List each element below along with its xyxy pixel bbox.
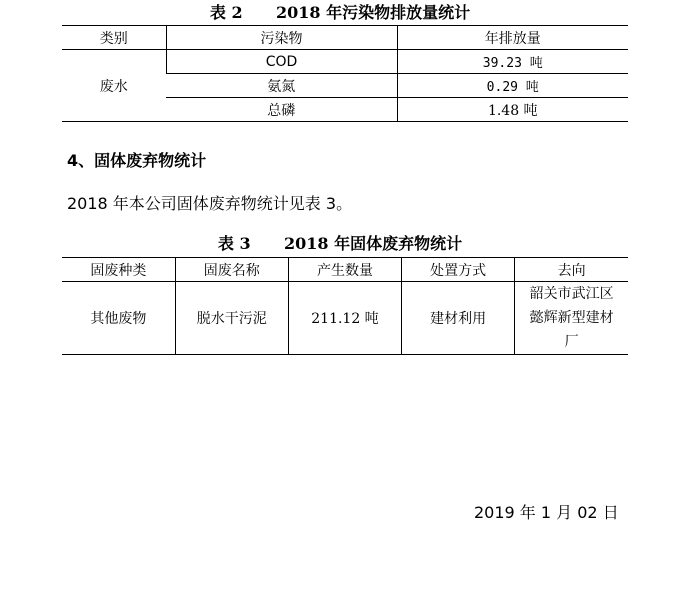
table2-caption: 表 2 2018 年污染物排放量统计: [209, 3, 471, 22]
table3-caption: 表 3 2018 年固体废弃物统计: [217, 234, 463, 253]
body-paragraph: 2018 年本公司固体废弃物统计见表 3。: [67, 194, 353, 213]
waste-type-cell: 其他废物: [62, 282, 175, 355]
header-waste-name: 固废名称: [175, 258, 288, 282]
header-waste-type: 固废种类: [62, 258, 175, 282]
amount-cell: 0.29 吨: [397, 74, 628, 98]
header-pollutant: 污染物: [166, 26, 397, 50]
header-category: 类别: [62, 26, 166, 50]
section-heading: 4、固体废弃物统计: [67, 151, 207, 170]
disposal-cell: 建材利用: [402, 282, 515, 355]
header-quantity: 产生数量: [288, 258, 401, 282]
table-header-row: [62, 258, 628, 282]
header-disposal: 处置方式: [402, 258, 515, 282]
amount-cell: 39.23 吨: [397, 50, 628, 74]
pollutant-cell: 总磷: [166, 98, 397, 122]
destination-cell: 韶关市武江区懿辉新型建材厂: [515, 282, 628, 355]
category-cell: 废水: [62, 50, 166, 122]
table-row: [62, 50, 628, 74]
document-date: 2019 年 1 月 02 日: [474, 503, 619, 522]
header-annual-emission: 年排放量: [397, 26, 628, 50]
amount-cell: 1.48 吨: [397, 98, 628, 122]
quantity-cell: 211.12 吨: [288, 282, 401, 355]
header-destination: 去向: [515, 258, 628, 282]
waste-name-cell: 脱水干污泥: [175, 282, 288, 355]
pollutant-emission-table: [62, 25, 628, 122]
pollutant-cell: 氨氮: [166, 74, 397, 98]
solid-waste-table: [62, 257, 628, 355]
table-header-row: [62, 26, 628, 50]
table-row: [62, 282, 628, 355]
pollutant-cell: COD: [166, 50, 397, 74]
